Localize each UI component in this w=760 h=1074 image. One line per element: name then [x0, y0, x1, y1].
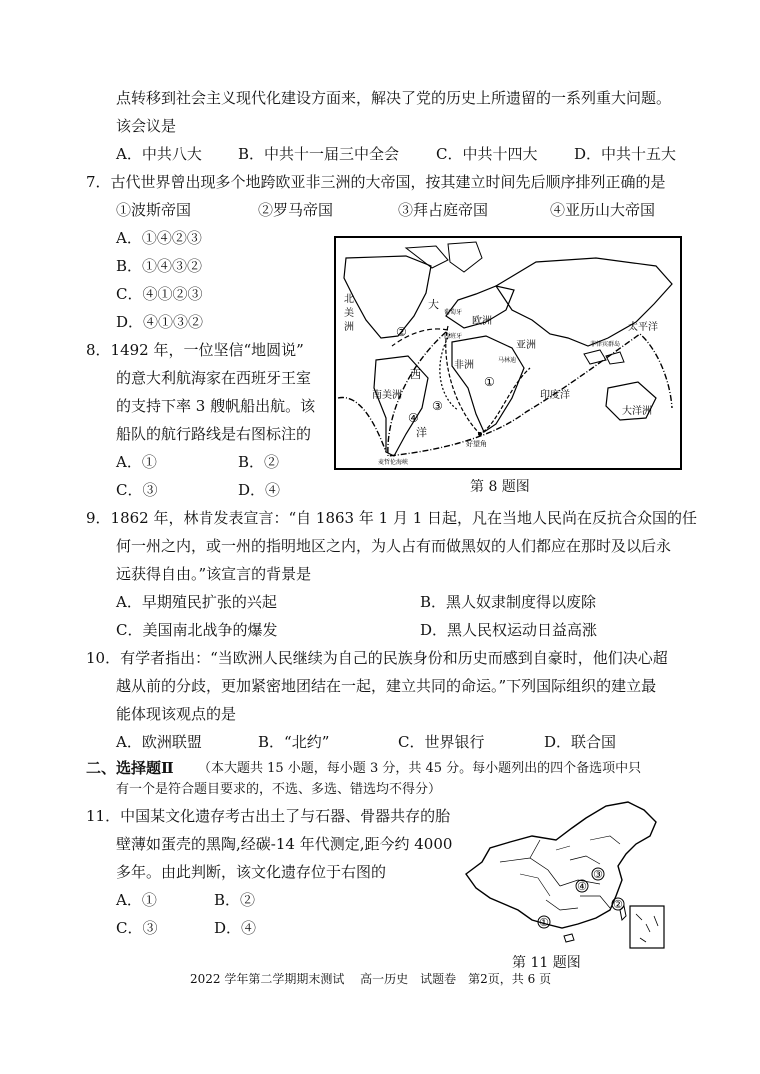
map-label-oceania: 大洋洲	[622, 406, 652, 417]
route-marker-4: ④	[408, 411, 419, 425]
world-voyage-map	[336, 238, 680, 468]
q10-line2: 越从前的分歧，更加紧密地团结在一起，建立共同的命运。”下列国际组织的建立最	[116, 677, 657, 695]
q6-stem-line2: 该会议是	[116, 117, 177, 135]
q7-item-4: ④亚历山大帝国	[550, 201, 656, 219]
q7-stem: 7．古代世界曾出现多个地跨欧亚非三洲的大帝国，按其建立时间先后顺序排列正确的是	[86, 173, 666, 191]
q7-option-a: A．①④②③	[116, 229, 202, 247]
q11-option-a: A．①	[116, 891, 157, 909]
map-label-malindi: 马林迪	[498, 357, 517, 364]
china-marker-3: ③	[593, 868, 603, 881]
voyage-map-figure	[334, 236, 682, 470]
q11-option-c: C．③	[116, 919, 158, 937]
q6-option-d: D．中共十五大	[574, 145, 677, 163]
q9-option-b: B．黑人奴隶制度得以废除	[420, 593, 597, 611]
map-label-da: 大	[428, 298, 439, 311]
q9-line2: 何一州之内，或一州的指明地区之内，为人占有而做黑奴的人们都应在那时及以后永	[116, 537, 672, 555]
map-label-cape: 好望角	[466, 440, 487, 448]
section-2-desc-line1: （本大题共 15 小题，每小题 3 分，共 45 分。每小题列出的四个备选项中只	[198, 761, 642, 776]
q8-option-d: D．④	[238, 481, 281, 499]
china-map	[460, 800, 670, 950]
q7-option-b: B．①④③②	[116, 257, 203, 275]
route-marker-3: ③	[432, 399, 443, 413]
map-label-xi: 西	[410, 368, 421, 381]
section-2-title: 二、选择题Ⅱ	[86, 759, 174, 777]
q11-line1: 11．中国某文化遗存考古出土了与石器、骨器共存的胎	[86, 807, 451, 825]
q8-option-b: B．②	[238, 453, 280, 471]
q11-option-d: D．④	[214, 919, 257, 937]
map-label-magellan: 麦哲伦海峡	[378, 459, 409, 466]
q11-option-b: B．②	[214, 891, 256, 909]
china-marker-2: ②	[613, 898, 623, 911]
q7-item-2: ②罗马帝国	[258, 201, 334, 219]
q9-line3: 远获得自由。”该宣言的背景是	[116, 565, 312, 583]
china-marker-1: ①	[539, 916, 549, 929]
q6-option-b: B．中共十一届三中全会	[238, 145, 400, 163]
map-label-africa: 非洲	[454, 360, 474, 371]
q6-option-c: C．中共十四大	[436, 145, 538, 163]
q10-line3: 能体现该观点的是	[116, 705, 237, 723]
map-label-portugal: 葡萄牙	[444, 309, 463, 316]
q8-option-a: A．①	[116, 453, 157, 471]
q8-option-c: C．③	[116, 481, 158, 499]
map-label-philippines: 菲律宾群岛	[590, 341, 621, 348]
q7-option-c: C．④①②③	[116, 285, 203, 303]
figure-8-caption: 第 8 题图	[470, 479, 530, 495]
q8-line1: 8．1492 年，一位坚信“地圆说”	[86, 341, 304, 359]
q9-option-a: A．早期殖民扩张的兴起	[116, 593, 277, 611]
map-label-europe: 欧洲	[472, 316, 492, 327]
q8-line3: 的支持下率 3 艘帆船出航。该	[116, 397, 316, 415]
q6-stem-line1: 点转移到社会主义现代化建设方面来，解决了党的历史上所遗留的一系列重大问题。	[116, 89, 672, 107]
q10-option-c: C．世界银行	[398, 733, 485, 751]
map-label-mei: 美	[344, 308, 354, 319]
q9-line1: 9．1862 年，林肯发表宣言：“自 1863 年 1 月 1 日起，凡在当地人民尚在反抗合众国的任	[86, 509, 698, 527]
page-footer: 2022 学年第二学期期末测试 高一历史 试题卷 第2页，共 6 页	[190, 972, 552, 986]
map-label-pacific: 太平洋	[628, 322, 658, 333]
q10-line1: 10．有学者指出：“当欧洲人民继续为自己的民族身份和历史而感到自豪时，他们决心超	[86, 649, 668, 667]
q8-line4: 船队的航行路线是右图标注的	[116, 425, 312, 443]
map-label-asia: 亚洲	[516, 340, 536, 351]
q8-line2: 的意大利航海家在西班牙王室	[116, 369, 312, 387]
q7-option-d: D．④①③②	[116, 313, 204, 331]
map-label-yang: 洋	[416, 426, 427, 439]
route-marker-1: ①	[484, 375, 495, 389]
q10-option-a: A．欧洲联盟	[116, 733, 202, 751]
china-map-figure	[460, 800, 670, 950]
map-label-bei: 北	[344, 294, 354, 305]
section-2-desc-line2: 有一个是符合题目要求的，不选、多选、错选均不得分）	[116, 782, 442, 797]
map-label-zhou: 洲	[344, 322, 354, 333]
q7-item-3: ③拜占庭帝国	[398, 201, 489, 219]
q7-item-1: ①波斯帝国	[116, 201, 192, 219]
figure-11-caption: 第 11 题图	[512, 955, 581, 971]
q11-line2: 壁薄如蛋壳的黑陶,经碳-14 年代测定,距今约 4000	[116, 835, 453, 853]
map-label-indian-ocean: 印度洋	[540, 390, 570, 401]
route-marker-2: ②	[396, 325, 407, 339]
map-label-south-america: 南美洲	[372, 390, 402, 401]
q9-option-d: D．黑人民权运动日益高涨	[420, 621, 598, 639]
q11-line3: 多年。由此判断，该文化遗存位于右图的	[116, 863, 387, 881]
q9-option-c: C．美国南北战争的爆发	[116, 621, 278, 639]
china-marker-4: ④	[577, 880, 587, 893]
q10-option-b: B．“北约”	[258, 733, 330, 751]
q10-option-d: D．联合国	[544, 733, 617, 751]
q6-option-a: A．中共八大	[116, 145, 202, 163]
map-label-spain: 西班牙	[444, 333, 463, 340]
